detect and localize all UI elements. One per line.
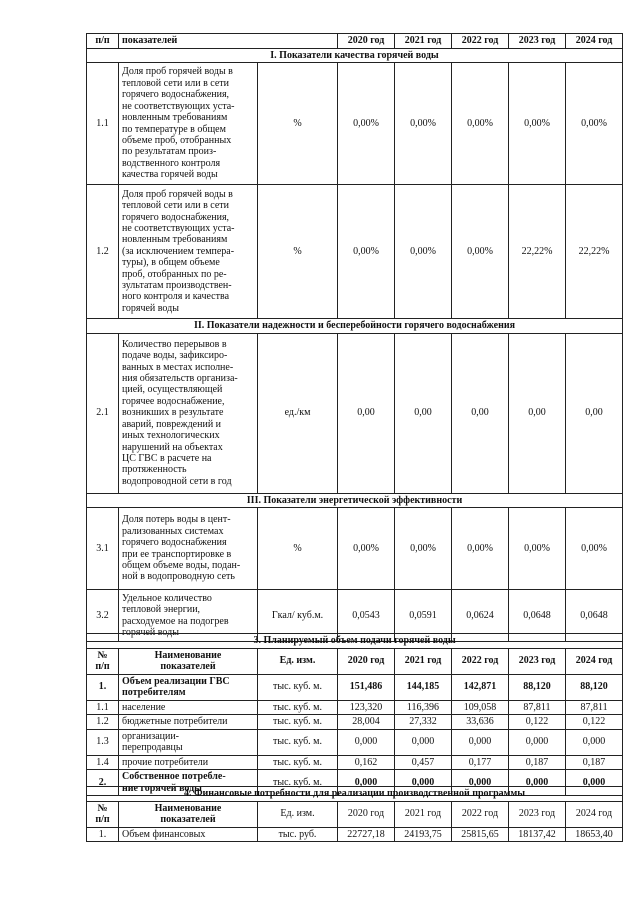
text-line: ного контроля и качества: [122, 291, 230, 303]
value-cell: 88,120: [509, 674, 566, 700]
value-cell: 0,00: [452, 333, 509, 493]
value-cell: 87,811: [509, 700, 566, 715]
text-line: горячей воды: [122, 626, 179, 638]
value-cell: 0,00: [509, 333, 566, 493]
text-line: перепродавцы: [122, 742, 183, 753]
unit-cell: тыс. куб. м.: [258, 715, 338, 730]
value-cell: 142,871: [452, 674, 509, 700]
row-number: 1.1: [87, 63, 119, 185]
text-line: новленным требованиям: [122, 234, 228, 246]
unit-cell: %: [258, 185, 338, 319]
value-cell: 0,0648: [509, 590, 566, 642]
value-cell: 0,00%: [509, 63, 566, 185]
text-line: ния обязательств организа-: [122, 373, 238, 385]
value-cell: 109,058: [452, 700, 509, 715]
text-line: тепловой сети или в сети: [122, 200, 230, 212]
column-header-year: 2022 год: [452, 34, 509, 49]
text-line: Объем финансовых: [122, 828, 206, 840]
value-cell: 0,177: [452, 755, 509, 770]
text-line: прочие потребители: [122, 756, 209, 768]
column-header-year: 2023 год: [509, 648, 566, 674]
text-line: п/п: [95, 661, 110, 672]
text-line: расходуемое на подогрев: [122, 615, 229, 627]
unit-cell: тыс. куб. м.: [258, 770, 338, 796]
table-row: [87, 729, 623, 755]
indicator-name: [119, 185, 258, 319]
text-line: при ее транспортировке в: [122, 548, 232, 560]
value-cell: 22727,18: [338, 827, 395, 842]
value-cell: 0,0591: [395, 590, 452, 642]
text-line: туры), в общем объеме: [122, 257, 220, 269]
value-cell: 0,187: [566, 755, 623, 770]
value-cell: 0,00%: [452, 185, 509, 319]
value-cell: 0,00%: [452, 508, 509, 590]
text-line: новленным требованиям: [122, 112, 228, 124]
value-cell: 0,00%: [566, 508, 623, 590]
row-number: 3.2: [87, 590, 119, 642]
text-line: Собственное потребле-: [122, 771, 226, 782]
text-line: Наименование: [154, 802, 222, 814]
column-header-year: 2020 год: [338, 648, 395, 674]
value-cell: 0,0543: [338, 590, 395, 642]
indicator-name: [119, 674, 258, 700]
table-row: [87, 674, 623, 700]
supply-volume-table: [86, 633, 623, 796]
unit-cell: ед./км: [258, 333, 338, 493]
row-number: 1.3: [87, 729, 119, 755]
unit-cell: тыс. куб. м.: [258, 755, 338, 770]
text-line: тепловой сети или в сети: [122, 77, 230, 89]
value-cell: 0,000: [338, 729, 395, 755]
text-line: ние горячей воды: [122, 782, 202, 794]
text-line: (за исключением темпера-: [122, 245, 235, 257]
column-header-no: [87, 801, 119, 827]
row-number: 1.4: [87, 755, 119, 770]
row-number: 1.: [87, 674, 119, 700]
indicator-name: [119, 63, 258, 185]
value-cell: 0,00%: [566, 63, 623, 185]
text-line: потребителям: [122, 687, 186, 698]
indicators-table: [86, 33, 623, 642]
column-header-year: 2020 год: [338, 801, 395, 827]
text-line: организации-: [122, 730, 180, 742]
text-line: возникших в результате: [122, 407, 224, 419]
text-line: рализованных системах: [122, 525, 224, 537]
value-cell: 0,122: [566, 715, 623, 730]
value-cell: 0,0648: [566, 590, 623, 642]
unit-cell: тыс. куб. м.: [258, 729, 338, 755]
row-number: 1.2: [87, 185, 119, 319]
text-line: подаче воды, зафиксиро-: [122, 350, 228, 362]
column-header-year: 2022 год: [452, 648, 509, 674]
value-cell: 0,000: [452, 729, 509, 755]
value-cell: 28,004: [338, 715, 395, 730]
text-line: №: [97, 802, 108, 814]
text-line: Доля проб горячей воды в: [122, 188, 233, 200]
text-line: горячей воды: [122, 302, 179, 314]
value-cell: 0,00%: [338, 508, 395, 590]
value-cell: 88,120: [566, 674, 623, 700]
unit-cell: %: [258, 63, 338, 185]
indicator-name: [119, 333, 258, 493]
value-cell: 0,000: [566, 770, 623, 796]
indicator-name: [119, 729, 258, 755]
financial-needs-table: [86, 786, 623, 842]
text-line: население: [122, 701, 166, 713]
text-line: объеме проб, отобранных: [122, 134, 232, 146]
value-cell: 0,00%: [395, 508, 452, 590]
column-header-year: 2021 год: [395, 34, 452, 49]
title-row: [87, 634, 623, 649]
value-cell: 22,22%: [509, 185, 566, 319]
text-line: ной в водопроводную сеть: [122, 571, 235, 583]
row-number: 1.2: [87, 715, 119, 730]
title-row: [87, 787, 623, 802]
text-line: нарушений на объектах: [122, 441, 223, 453]
value-cell: 0,0624: [452, 590, 509, 642]
table-row: [87, 755, 623, 770]
text-line: бюджетные потребители: [122, 716, 228, 727]
value-cell: 87,811: [566, 700, 623, 715]
text-line: горячее водоснабжение,: [122, 395, 225, 407]
table-row: [87, 700, 623, 715]
text-line: №: [97, 649, 108, 661]
text-line: Доля потерь воды в цент-: [122, 514, 231, 526]
value-cell: 0,000: [395, 770, 452, 796]
value-cell: 33,636: [452, 715, 509, 730]
value-cell: 0,187: [509, 755, 566, 770]
column-header-year: 2023 год: [509, 34, 566, 49]
unit-cell: тыс. руб.: [258, 827, 338, 842]
value-cell: 123,320: [338, 700, 395, 715]
value-cell: 116,396: [395, 700, 452, 715]
section-title: II. Показатели надежности и бесперебойности горячего водоснабжения: [87, 319, 623, 334]
indicator-name: [119, 755, 258, 770]
unit-cell: тыс. куб. м.: [258, 700, 338, 715]
column-header-year: 2022 год: [452, 801, 509, 827]
column-header-year: 2021 год: [395, 648, 452, 674]
value-cell: 0,162: [338, 755, 395, 770]
unit-cell: %: [258, 508, 338, 590]
value-cell: 0,000: [509, 770, 566, 796]
text-line: ЦС ГВС в расчете на: [122, 452, 212, 464]
value-cell: 0,00%: [338, 185, 395, 319]
value-cell: 0,00: [395, 333, 452, 493]
column-header-year: 2024 год: [566, 648, 623, 674]
text-line: не соответствующих уста-: [122, 100, 235, 112]
column-header-year: 2023 год: [509, 801, 566, 827]
section-row: [87, 48, 623, 63]
value-cell: 151,486: [338, 674, 395, 700]
column-header-unit: Ед. изм.: [258, 648, 338, 674]
column-header-year: 2020 год: [338, 34, 395, 49]
value-cell: 144,185: [395, 674, 452, 700]
value-cell: 0,000: [566, 729, 623, 755]
column-header-name: [119, 801, 258, 827]
table-row: [87, 63, 623, 185]
section-row: [87, 319, 623, 334]
value-cell: 0,000: [509, 729, 566, 755]
value-cell: 0,00: [338, 333, 395, 493]
row-number: 1.1: [87, 700, 119, 715]
text-line: Наименование: [154, 649, 222, 661]
value-cell: 25815,65: [452, 827, 509, 842]
text-line: зультатам производствен-: [122, 280, 232, 292]
text-line: водопроводной сети в год: [122, 475, 232, 487]
text-line: ванных в местах исполне-: [122, 361, 234, 373]
text-line: по результатам произ-: [122, 146, 217, 158]
header-row: [87, 801, 623, 827]
indicator-name: [119, 715, 258, 730]
unit-cell: Гкал/ куб.м.: [258, 590, 338, 642]
value-cell: 0,00%: [338, 63, 395, 185]
text-line: горячего водоснабжения: [122, 537, 227, 549]
value-cell: 0,122: [509, 715, 566, 730]
table-row: [87, 508, 623, 590]
column-header-year: 2024 год: [566, 34, 623, 49]
value-cell: 0,00%: [509, 508, 566, 590]
text-line: иных технологических: [122, 430, 220, 442]
text-line: Количество перерывов в: [122, 338, 227, 350]
column-header-unit: Ед. изм.: [258, 801, 338, 827]
text-line: протяженность: [122, 464, 187, 476]
table-row: [87, 333, 623, 493]
text-line: п/п: [95, 814, 110, 825]
value-cell: 24193,75: [395, 827, 452, 842]
text-line: Удельное количество: [122, 592, 212, 604]
text-line: цией, осуществляющей: [122, 384, 223, 396]
row-number: 3.1: [87, 508, 119, 590]
column-header-year: 2021 год: [395, 801, 452, 827]
indicator-name: [119, 700, 258, 715]
column-header-no: п/п: [87, 34, 119, 49]
unit-cell: тыс. куб. м.: [258, 674, 338, 700]
text-line: не соответствующих уста-: [122, 222, 235, 234]
text-line: проб, отобранных по ре-: [122, 268, 227, 280]
row-number: 1.: [87, 827, 119, 842]
header-row: [87, 648, 623, 674]
column-header-indicator: показателей: [119, 34, 338, 49]
table-row: [87, 715, 623, 730]
value-cell: 0,00%: [395, 185, 452, 319]
text-line: показателей: [160, 661, 216, 672]
column-header-year: 2024 год: [566, 801, 623, 827]
column-header-name: [119, 648, 258, 674]
text-line: водственного контроля: [122, 157, 221, 169]
value-cell: 0,00%: [395, 63, 452, 185]
text-line: Объем реализации ГВС: [122, 675, 230, 687]
value-cell: 18653,40: [566, 827, 623, 842]
value-cell: 0,00%: [452, 63, 509, 185]
row-number: 2.1: [87, 333, 119, 493]
indicator-name: [119, 827, 258, 842]
value-cell: 22,22%: [566, 185, 623, 319]
value-cell: 0,00: [566, 333, 623, 493]
table-row: [87, 185, 623, 319]
header-row: [87, 34, 623, 49]
column-header-no: [87, 648, 119, 674]
value-cell: 0,000: [338, 770, 395, 796]
row-number: 2.: [87, 770, 119, 796]
text-line: по температуре в общем: [122, 123, 226, 135]
value-cell: 0,000: [452, 770, 509, 796]
table-title: 4. Финансовые потребности для реализации производственной программы: [87, 787, 623, 802]
value-cell: 0,457: [395, 755, 452, 770]
indicator-name: [119, 508, 258, 590]
text-line: Доля проб горячей воды в: [122, 66, 233, 78]
section-row: [87, 493, 623, 508]
section-title: I. Показатели качества горячей воды: [87, 48, 623, 63]
text-line: аварий, повреждений и: [122, 418, 222, 430]
text-line: качества горячей воды: [122, 169, 218, 181]
text-line: показателей: [160, 814, 216, 825]
section-title: III. Показатели энергетической эффективности: [87, 493, 623, 508]
text-line: горячего водоснабжения,: [122, 211, 230, 223]
text-line: тепловой энергии,: [122, 604, 201, 616]
value-cell: 0,000: [395, 729, 452, 755]
value-cell: 18137,42: [509, 827, 566, 842]
text-line: общем объеме воды, подан-: [122, 559, 241, 571]
table-title: 3. Планируемый объем подачи горячей воды: [87, 634, 623, 649]
text-line: горячего водоснабжения,: [122, 89, 230, 101]
table-row: [87, 827, 623, 842]
value-cell: 27,332: [395, 715, 452, 730]
